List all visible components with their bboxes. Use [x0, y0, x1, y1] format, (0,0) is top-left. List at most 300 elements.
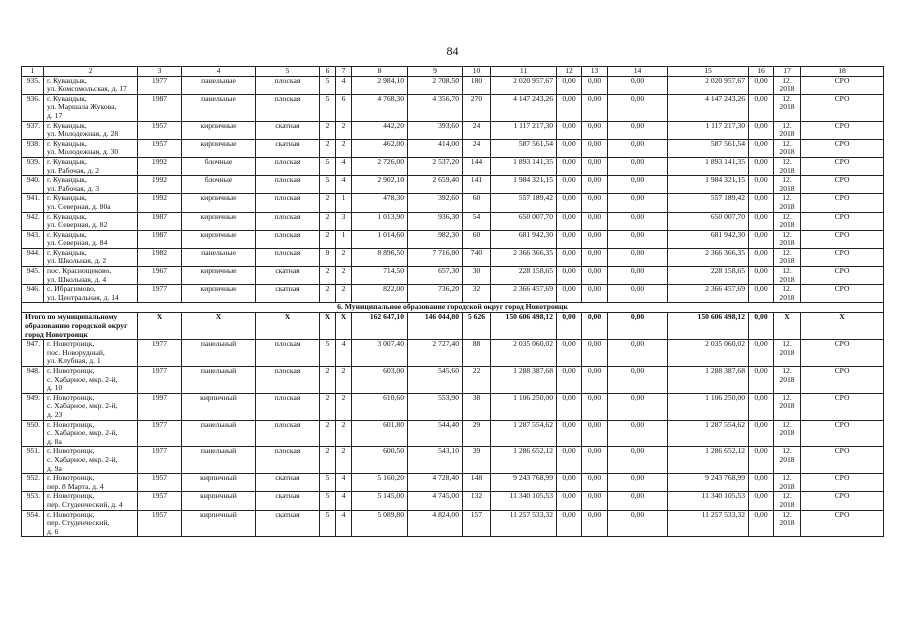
living-area: 544,40	[408, 420, 463, 447]
row-number: 937.	[22, 121, 44, 139]
residents: 132	[463, 492, 491, 510]
floors: 2	[320, 393, 336, 420]
residents: 32	[463, 285, 491, 303]
column-number: 17	[774, 67, 801, 77]
cost-total: 1 893 141,35	[491, 157, 557, 175]
address-line: с. Хабарное, мкр. 2-й,	[47, 374, 118, 384]
deadline-line: 2018	[779, 84, 795, 94]
table-row	[22, 121, 884, 139]
entrances: 2	[336, 121, 352, 139]
cost-col15: 650 007,70	[668, 212, 749, 230]
address-line: г. Новотроицк,	[47, 366, 95, 375]
address	[44, 248, 138, 266]
roof-type: скатная	[256, 510, 320, 537]
deadline-line: 12.	[782, 175, 792, 185]
cost-col16: 0,00	[749, 492, 774, 510]
residents: 24	[463, 139, 491, 157]
residents: 157	[463, 510, 491, 537]
cost-col13: 0,00	[582, 157, 608, 175]
address	[44, 492, 138, 510]
address-line: с. Хабарное, мкр. 2-й,	[47, 401, 118, 411]
address-line: г. Кувандык,	[47, 121, 87, 130]
address-line: г. Новотроицк,	[47, 473, 95, 483]
total-area: 8 896,50	[352, 248, 408, 266]
cost-col13: 0,00	[582, 139, 608, 157]
deadline	[774, 492, 801, 510]
cost-col15: 1 288 387,68	[668, 367, 749, 394]
living-area: 414,00	[408, 139, 463, 157]
total-area: 610,60	[352, 393, 408, 420]
cost-col12: 0,00	[557, 139, 582, 157]
year-built: 1987	[138, 94, 182, 121]
entrances: 3	[336, 212, 352, 230]
year-built: 1957	[138, 510, 182, 537]
cost-col15: 2 366 366,35	[668, 248, 749, 266]
cost-col15: 587 561,54	[668, 139, 749, 157]
method: СРО	[801, 94, 884, 121]
address-line: д. 23	[47, 409, 63, 419]
cost-col15: 11 257 533,32	[668, 510, 749, 537]
cost-total: 1 106 250,00	[491, 393, 557, 420]
address	[44, 212, 138, 230]
total-area: 714,50	[352, 267, 408, 285]
address-line: пос. Краснощеково,	[47, 266, 112, 276]
cost-col13: 0,00	[582, 393, 608, 420]
entrances: 2	[336, 367, 352, 394]
address	[44, 447, 138, 474]
address	[44, 474, 138, 492]
address	[44, 94, 138, 121]
roof-type: плоская	[256, 76, 320, 94]
year-built: 1967	[138, 267, 182, 285]
deadline-line: 12.	[782, 393, 792, 402]
year-built: 1957	[138, 121, 182, 139]
cost-col14: 0,00	[608, 340, 668, 367]
deadline	[774, 176, 801, 194]
column-number: 2	[44, 67, 138, 77]
floors: 2	[320, 267, 336, 285]
address-line: ул. Молодежная, д. 30	[47, 147, 119, 157]
address	[44, 157, 138, 175]
year-built: 1982	[138, 248, 182, 266]
cost-total: 587 561,54	[491, 139, 557, 157]
deadline-line: 2018	[779, 129, 795, 139]
deadline-line: 2018	[779, 274, 795, 284]
residents: 24	[463, 121, 491, 139]
address	[44, 121, 138, 139]
cost-col16: 0,00	[749, 194, 774, 212]
entrances: 2	[336, 248, 352, 266]
living-area: 736,20	[408, 285, 463, 303]
year-built: 1992	[138, 157, 182, 175]
cost-total: 1 288 387,68	[491, 367, 557, 394]
total-x: X	[320, 313, 336, 340]
wall-material: кирпичный	[182, 393, 256, 420]
row-number: 950.	[22, 420, 44, 447]
deadline-line: 2018	[779, 183, 795, 193]
floors: 2	[320, 212, 336, 230]
cost-col16: 0,00	[749, 420, 774, 447]
deadline-line: 2018	[779, 147, 795, 157]
cost-total: 2 020 957,67	[491, 76, 557, 94]
address	[44, 285, 138, 303]
table-row	[22, 267, 884, 285]
table-row	[22, 176, 884, 194]
cost-col16: 0,00	[749, 267, 774, 285]
cost-col13: 0,00	[582, 340, 608, 367]
method: СРО	[801, 121, 884, 139]
cost-col16: 0,00	[749, 340, 774, 367]
entrances: 2	[336, 420, 352, 447]
cost-col13: 0,00	[582, 121, 608, 139]
floors: 5	[320, 94, 336, 121]
cost-col13: 0,00	[582, 230, 608, 248]
total-col12: 0,00	[557, 313, 582, 340]
address-line: ул. Комсомольская, д. 17	[47, 84, 127, 94]
deadline-line: 12.	[782, 157, 792, 166]
row-number: 945.	[22, 267, 44, 285]
deadline-line: 12.	[782, 446, 792, 456]
living-area: 7 716,00	[408, 248, 463, 266]
column-number: 6	[320, 67, 336, 77]
entrances: 1	[336, 230, 352, 248]
method: СРО	[801, 248, 884, 266]
wall-material: кирпичные	[182, 285, 256, 303]
method: СРО	[801, 393, 884, 420]
cost-col13: 0,00	[582, 248, 608, 266]
cost-col14: 0,00	[608, 510, 668, 537]
floors: 5	[320, 510, 336, 537]
living-area: 4 728,40	[408, 474, 463, 492]
address-line: д. 10	[47, 383, 63, 393]
address	[44, 340, 138, 367]
total-area: 5 089,80	[352, 510, 408, 537]
cost-col13: 0,00	[582, 447, 608, 474]
cost-col13: 0,00	[582, 94, 608, 121]
cost-total: 1 117 217,30	[491, 121, 557, 139]
cost-col12: 0,00	[557, 420, 582, 447]
cost-col12: 0,00	[557, 194, 582, 212]
address-line: с. Ибрагимово,	[47, 284, 96, 294]
deadline-line: 12.	[782, 510, 792, 519]
total-area: 462,00	[352, 139, 408, 157]
floors: 5	[320, 157, 336, 175]
table-row	[22, 194, 884, 212]
roof-type: плоская	[256, 420, 320, 447]
column-number: 7	[336, 67, 352, 77]
total-x: X	[801, 313, 884, 340]
cost-total: 2 366 366,35	[491, 248, 557, 266]
address-line: г. Новотроицк,	[47, 510, 95, 519]
column-number: 12	[557, 67, 582, 77]
cost-col16: 0,00	[749, 176, 774, 194]
floors: 9	[320, 248, 336, 266]
cost-col12: 0,00	[557, 340, 582, 367]
year-built: 1957	[138, 492, 182, 510]
address-line: с. Хабарное, мкр. 2-й,	[47, 454, 118, 464]
total-col13: 0,00	[582, 313, 608, 340]
address-line: ул. Северная, д. 84	[47, 238, 108, 248]
address-line: г. Кувандык,	[47, 248, 87, 257]
address-line: с. Хабарное, мкр. 2-й,	[47, 428, 118, 438]
deadline-line: 2018	[779, 292, 795, 302]
row-number: 952.	[22, 474, 44, 492]
deadline-line: 12.	[782, 248, 792, 257]
column-number: 1	[22, 67, 44, 77]
address	[44, 230, 138, 248]
living-area: 657,30	[408, 267, 463, 285]
column-number: 10	[463, 67, 491, 77]
column-number: 11	[491, 67, 557, 77]
cost-col14: 0,00	[608, 176, 668, 194]
total-area: 5 160,20	[352, 474, 408, 492]
entrances: 2	[336, 139, 352, 157]
living-area: 392,60	[408, 194, 463, 212]
cost-col15: 1 893 141,35	[668, 157, 749, 175]
cost-col12: 0,00	[557, 492, 582, 510]
entrances: 2	[336, 447, 352, 474]
deadline	[774, 248, 801, 266]
cost-col16: 0,00	[749, 285, 774, 303]
cost-col14: 0,00	[608, 230, 668, 248]
table-row	[22, 447, 884, 474]
column-number: 15	[668, 67, 749, 77]
cost-col14: 0,00	[608, 420, 668, 447]
cost-col15: 1 287 554,62	[668, 420, 749, 447]
table-row	[22, 139, 884, 157]
row-number: 942.	[22, 212, 44, 230]
column-number: 13	[582, 67, 608, 77]
roof-type: плоская	[256, 447, 320, 474]
cost-total: 557 189,42	[491, 194, 557, 212]
cost-col16: 0,00	[749, 212, 774, 230]
roof-type: плоская	[256, 194, 320, 212]
total-x: X	[774, 313, 801, 340]
total-col16: 0,00	[749, 313, 774, 340]
address-line: г. Кувандык,	[47, 139, 87, 148]
year-built: 1957	[138, 474, 182, 492]
living-area: 2 727,40	[408, 340, 463, 367]
total-row	[22, 313, 884, 340]
method: СРО	[801, 176, 884, 194]
cost-col16: 0,00	[749, 76, 774, 94]
total-area: 442,20	[352, 121, 408, 139]
total-x: X	[256, 313, 320, 340]
deadline-line: 2018	[779, 518, 795, 528]
cost-col15: 2 035 060,02	[668, 340, 749, 367]
roof-type: скатная	[256, 474, 320, 492]
floors: 2	[320, 447, 336, 474]
row-number: 943.	[22, 230, 44, 248]
method: СРО	[801, 340, 884, 367]
roof-type: скатная	[256, 139, 320, 157]
cost-total: 681 942,30	[491, 230, 557, 248]
deadline-line: 2018	[779, 499, 795, 509]
deadline	[774, 230, 801, 248]
living-area: 2 659,40	[408, 176, 463, 194]
method: СРО	[801, 447, 884, 474]
row-number: 935.	[22, 76, 44, 94]
address	[44, 176, 138, 194]
address-line: ул. Северная, д. 80а	[47, 201, 111, 211]
residents: 60	[463, 230, 491, 248]
roof-type: плоская	[256, 94, 320, 121]
deadline-line: 2018	[779, 481, 795, 491]
cost-col12: 0,00	[557, 212, 582, 230]
address-line: г. Кувандык,	[47, 212, 87, 221]
deadline	[774, 139, 801, 157]
column-number: 14	[608, 67, 668, 77]
residents: 88	[463, 340, 491, 367]
address-line: д. 6	[47, 526, 59, 536]
total-area: 600,50	[352, 447, 408, 474]
column-number: 8	[352, 67, 408, 77]
residents: 29	[463, 420, 491, 447]
total-x: X	[336, 313, 352, 340]
cost-col13: 0,00	[582, 212, 608, 230]
deadline	[774, 76, 801, 94]
year-built: 1977	[138, 367, 182, 394]
cost-col15: 9 243 768,99	[668, 474, 749, 492]
year-built: 1977	[138, 447, 182, 474]
section-header-row	[22, 303, 884, 313]
living-area: 4 356,70	[408, 94, 463, 121]
method: СРО	[801, 367, 884, 394]
wall-material: панельный	[182, 367, 256, 394]
residents: 39	[463, 447, 491, 474]
roof-type: плоская	[256, 230, 320, 248]
cost-col16: 0,00	[749, 121, 774, 139]
cost-col12: 0,00	[557, 176, 582, 194]
total-col15: 150 606 498,12	[668, 313, 749, 340]
roof-type: плоская	[256, 157, 320, 175]
deadline	[774, 157, 801, 175]
residents: 22	[463, 367, 491, 394]
cost-col13: 0,00	[582, 474, 608, 492]
row-number: 939.	[22, 157, 44, 175]
wall-material: кирпичный	[182, 492, 256, 510]
address-line: д. 9а	[47, 463, 62, 473]
row-number: 940.	[22, 176, 44, 194]
total-area: 603,00	[352, 367, 408, 394]
living-area: 2 537,20	[408, 157, 463, 175]
floors: 2	[320, 121, 336, 139]
roof-type: скатная	[256, 285, 320, 303]
cost-col14: 0,00	[608, 76, 668, 94]
deadline	[774, 285, 801, 303]
wall-material: кирпичные	[182, 212, 256, 230]
cost-col14: 0,00	[608, 94, 668, 121]
row-number: 947.	[22, 340, 44, 367]
residents: 144	[463, 157, 491, 175]
entrances: 4	[336, 492, 352, 510]
column-number: 3	[138, 67, 182, 77]
living-area: 543,10	[408, 447, 463, 474]
deadline	[774, 393, 801, 420]
year-built: 1987	[138, 212, 182, 230]
cost-col15: 1 117 217,30	[668, 121, 749, 139]
cost-col14: 0,00	[608, 447, 668, 474]
address-line: ул. Школьная, д. 4	[47, 274, 107, 284]
residents: 148	[463, 474, 491, 492]
total-area-sum: 162 647,10	[352, 313, 408, 340]
cost-col13: 0,00	[582, 367, 608, 394]
deadline-line: 12.	[782, 94, 792, 103]
entrances: 4	[336, 510, 352, 537]
year-built: 1977	[138, 420, 182, 447]
cost-total: 11 340 105,53	[491, 492, 557, 510]
cost-col13: 0,00	[582, 510, 608, 537]
deadline-line: 2018	[779, 102, 795, 112]
column-number: 4	[182, 67, 256, 77]
column-number: 18	[801, 67, 884, 77]
wall-material: кирпичные	[182, 230, 256, 248]
table-row	[22, 492, 884, 510]
deadline-line: 12.	[782, 76, 792, 85]
wall-material: кирпичные	[182, 121, 256, 139]
deadline-line: 12.	[782, 284, 792, 294]
deadline-line: 2018	[779, 256, 795, 266]
address-line: ул. Северная, д. 82	[47, 220, 108, 230]
cost-col15: 11 340 105,53	[668, 492, 749, 510]
address	[44, 267, 138, 285]
floors: 2	[320, 285, 336, 303]
deadline	[774, 194, 801, 212]
wall-material: кирпичный	[182, 474, 256, 492]
floors: 2	[320, 194, 336, 212]
year-built: 1977	[138, 76, 182, 94]
cost-col12: 0,00	[557, 230, 582, 248]
entrances: 6	[336, 94, 352, 121]
cost-col15: 1 984 321,15	[668, 176, 749, 194]
cost-col15: 681 942,30	[668, 230, 749, 248]
cost-col15: 1 286 652,12	[668, 447, 749, 474]
table-row	[22, 393, 884, 420]
deadline-line: 12.	[782, 230, 792, 239]
table-row	[22, 510, 884, 537]
cost-col16: 0,00	[749, 367, 774, 394]
cost-col16: 0,00	[749, 230, 774, 248]
cost-total: 1 286 652,12	[491, 447, 557, 474]
table-row	[22, 367, 884, 394]
residents: 180	[463, 76, 491, 94]
address-line: д. 8а	[47, 436, 62, 446]
address-line: ул. Маршала Жукова,	[47, 102, 117, 112]
entrances: 2	[336, 285, 352, 303]
year-built: 1992	[138, 176, 182, 194]
cost-col14: 0,00	[608, 121, 668, 139]
residents: 60	[463, 194, 491, 212]
column-number-row	[22, 67, 884, 77]
living-area: 936,30	[408, 212, 463, 230]
entrances: 4	[336, 340, 352, 367]
living-area: 4 824,00	[408, 510, 463, 537]
table-row	[22, 157, 884, 175]
table-row	[22, 212, 884, 230]
living-area: 545,60	[408, 367, 463, 394]
method: СРО	[801, 139, 884, 157]
total-living-sum: 146 044,80	[408, 313, 463, 340]
cost-total: 228 158,65	[491, 267, 557, 285]
cost-col15: 228 158,65	[668, 267, 749, 285]
entrances: 4	[336, 76, 352, 94]
address-line: пер. 8 Марта, д. 4	[47, 481, 104, 491]
cost-col16: 0,00	[749, 248, 774, 266]
entrances: 4	[336, 157, 352, 175]
total-area: 2 902,10	[352, 176, 408, 194]
deadline-line: 12.	[782, 193, 792, 203]
address-line: пер. Студенческий,	[47, 518, 110, 528]
